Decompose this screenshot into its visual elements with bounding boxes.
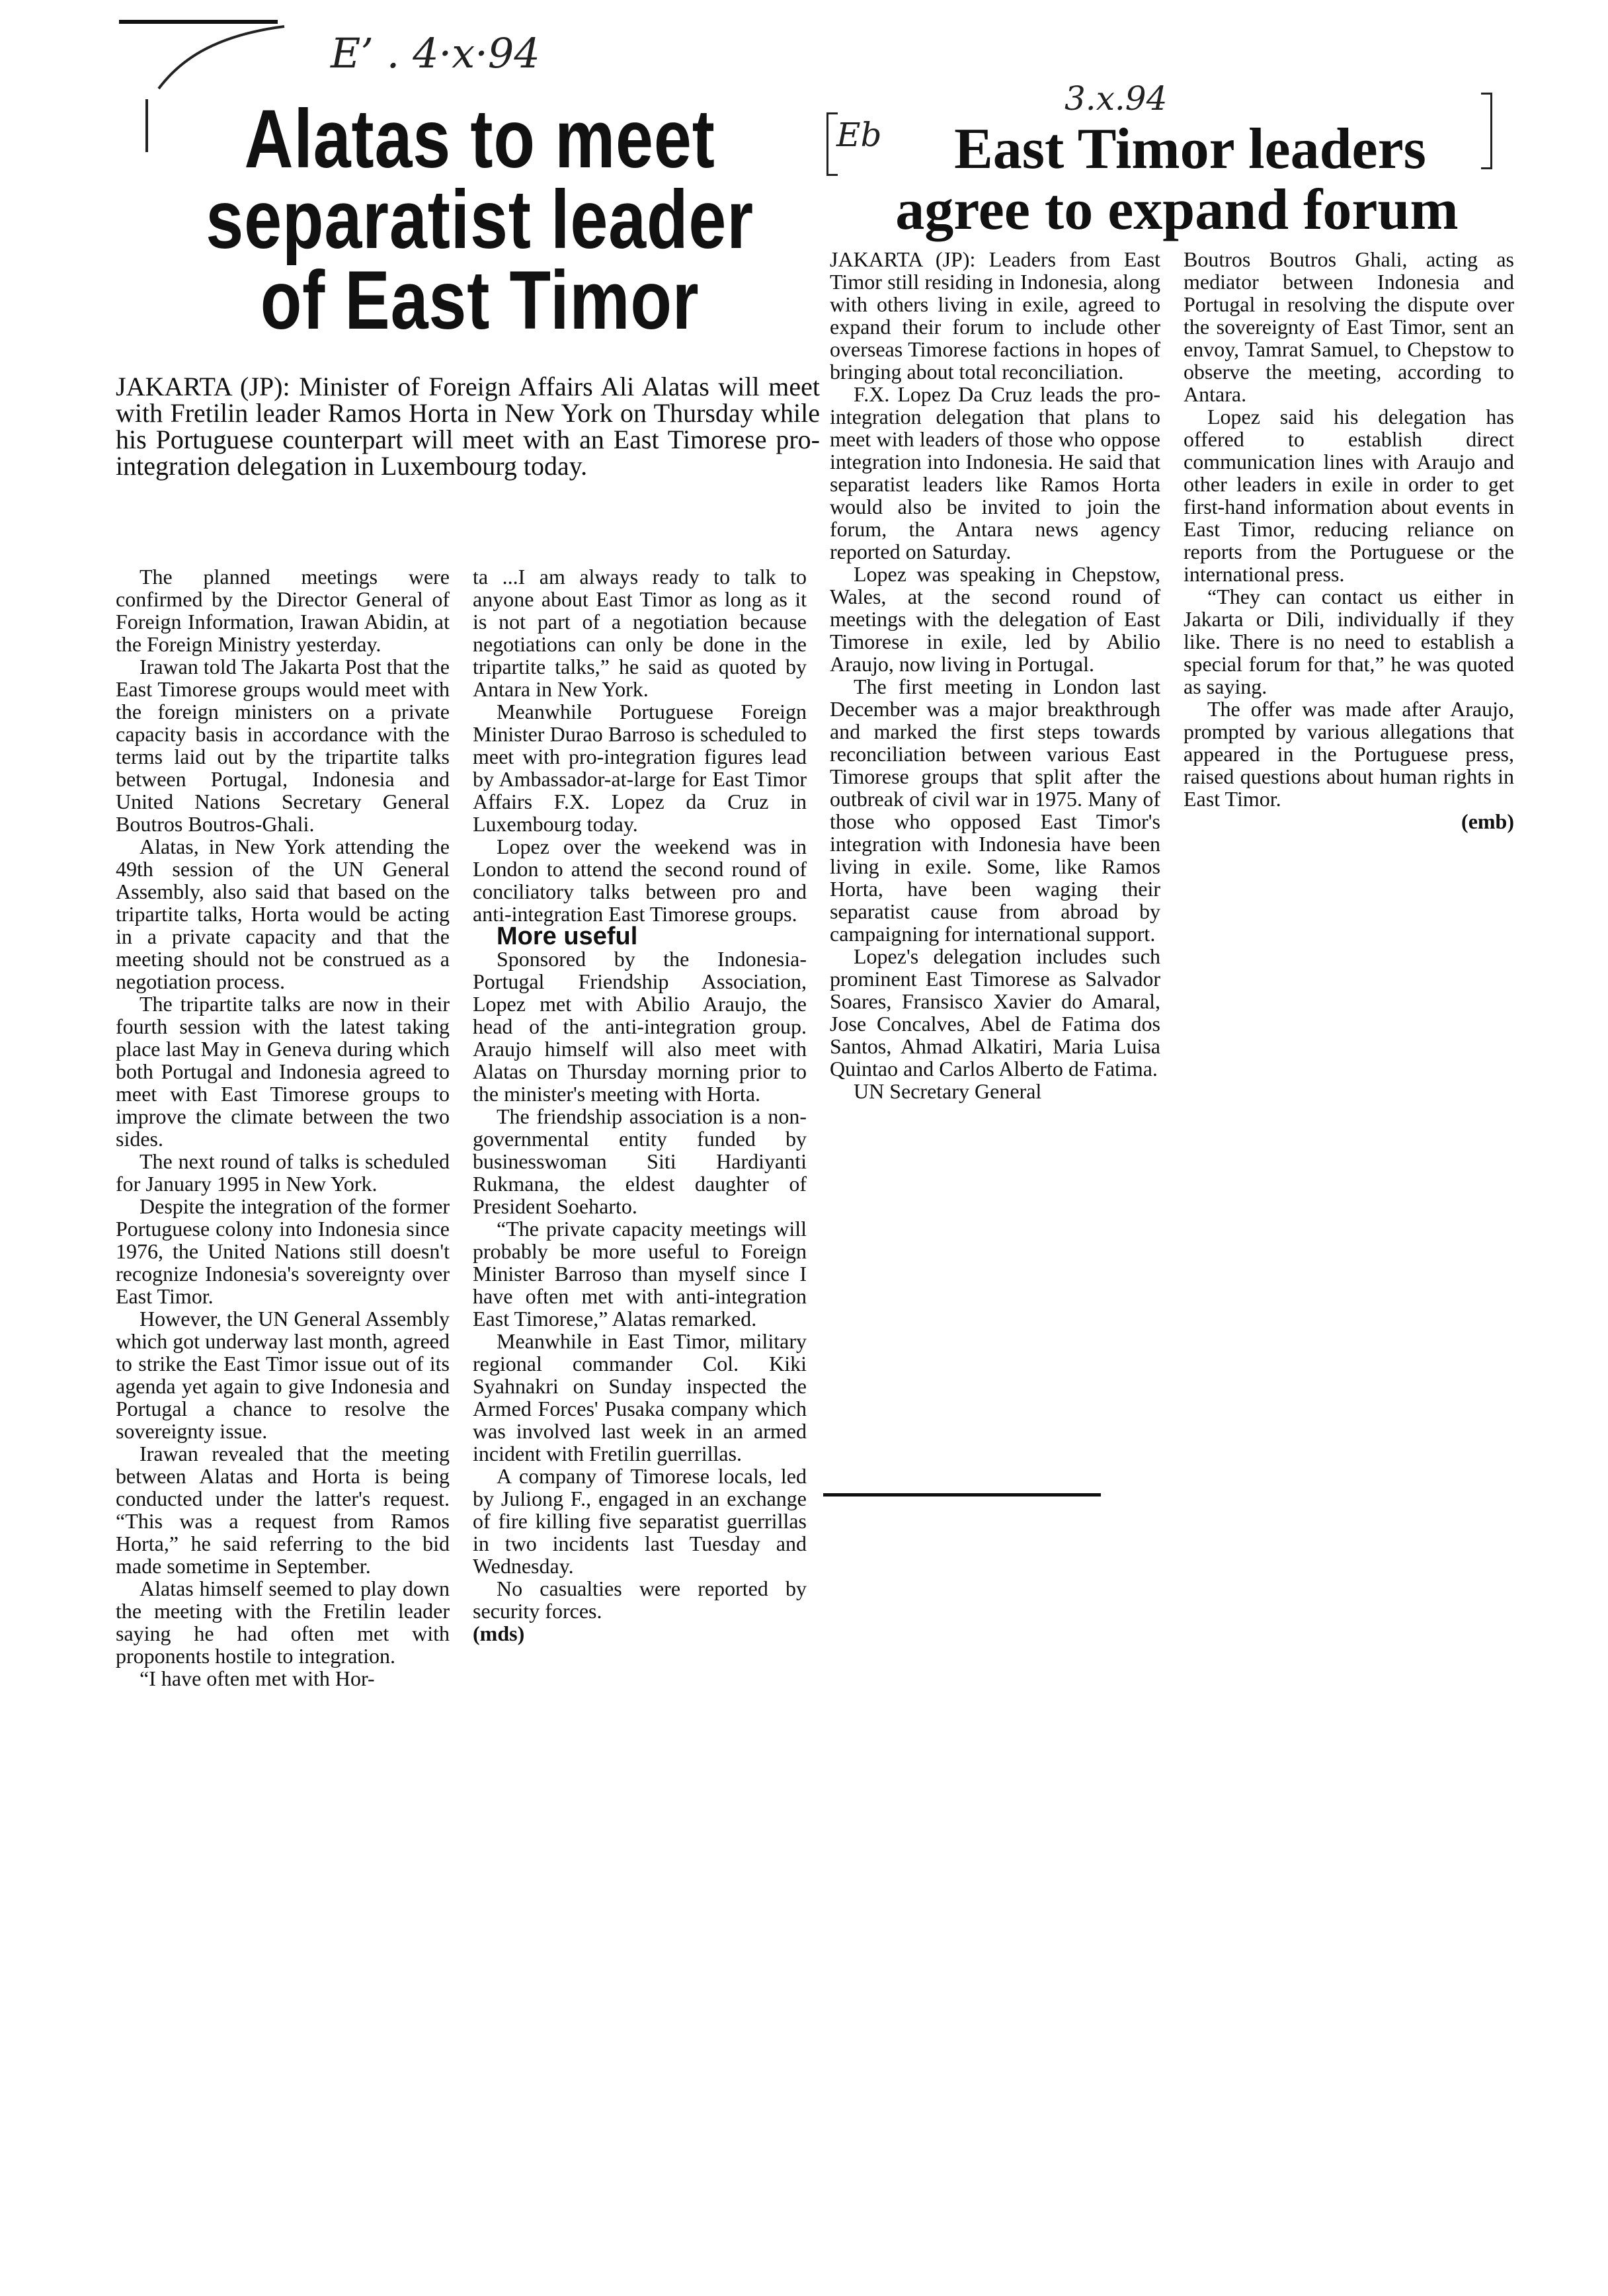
- right-headline-line-2: agree to expand forum: [895, 178, 1459, 242]
- paragraph: Meanwhile in East Timor, military regional commander Col. Kiki Syahnakri on Sunday inspected the Armed Forces' Pusaka company which was involved last week in an armed incident with Fretilin guerrillas.: [473, 1329, 807, 1465]
- right-article-end-rule: [823, 1493, 1101, 1496]
- paragraph: Lopez said his delegation has offered to establish direct communication lines with Araujo and other leaders in exile in order to get first-hand information about events in East Timor, reducing reliance on reports from the Portuguese or the international press.: [1184, 405, 1514, 586]
- paragraph: However, the UN General Assembly which got underway last month, agreed to strike the East Timor issue out of its agenda yet again to give Indonesia and Portugal a chance to resolve the sovereignty issue.: [116, 1307, 450, 1443]
- left-headline-bracket: [145, 99, 148, 152]
- paragraph: Meanwhile Portuguese Foreign Minister Durao Barroso is scheduled to meet with pro-integration figures lead by Ambassador-at-large for East Timor Affairs F.X. Lopez da Cruz in Luxembourg today.: [473, 700, 807, 836]
- paragraph: The first meeting in London last December was a major breakthrough and marked the first steps towards reconciliation between various East Timorese groups that split after the outbreak of civil war in 1975. Many of those who opposed East Timor's integration with Indonesia have been living in exile. Some, like Ramos Horta, have been waging their separatist cause from abroad by campaigning for international support.: [830, 675, 1160, 946]
- paragraph: The next round of talks is scheduled for January 1995 in New York.: [116, 1149, 450, 1196]
- left-col-1: [116, 565, 450, 1690]
- left-headline-line-1: Alatas to meet: [244, 93, 715, 185]
- paragraph: Lopez over the weekend was in London to attend the second round of conciliatory talks between pro and anti-integration East Timorese groups.: [473, 835, 807, 926]
- paragraph: F.X. Lopez Da Cruz leads the pro-integration delegation that plans to meet with leaders of those who oppose integration into Indonesia. He said that separatist leaders like Ramos Horta would also be invited to join the forum, the Antara news agency reported on Saturday.: [830, 382, 1160, 563]
- paragraph: Alatas, in New York attending the 49th session of the UN General Assembly, also said that based on the tripartite talks, Horta would be acting in a private capacity and that the meeting should not be construed as a negotiation process.: [116, 835, 450, 993]
- paragraph: “The private capacity meetings will probably be more useful to Foreign Minister Barroso than myself since I have often met with anti-integration East Timorese,” Alatas remarked.: [473, 1217, 807, 1331]
- paragraph: No casualties were reported by security forces.: [473, 1577, 807, 1623]
- paragraph: Irawan revealed that the meeting between Alatas and Horta is being conducted under the latter's request. “This was a request from Ramos Horta,” he said referring to the bid made sometime in September.: [116, 1442, 450, 1578]
- clipping-mark-icon: [152, 22, 298, 95]
- subhead: More useful: [497, 922, 638, 950]
- left-col-2: [473, 565, 807, 1645]
- handwritten-date-right: 3.x.94: [1065, 79, 1168, 118]
- paragraph: “I have often met with Hor-: [140, 1666, 375, 1690]
- left-headline: [165, 93, 794, 347]
- right-col-1: [830, 248, 1160, 1102]
- right-headline: [830, 119, 1524, 241]
- handwritten-initials: Eb: [836, 116, 882, 154]
- left-headline-line-2: separatist leader: [206, 174, 754, 266]
- paragraph: JAKARTA (JP): Leaders from East Timor still residing in Indonesia, along with others living in exile, agreed to expand their forum to include other overseas Timorese factions in hopes of bringing about total reconciliation.: [830, 247, 1160, 384]
- paragraph: Despite the integration of the former Portuguese colony into Indonesia since 1976, the United Nations still doesn't recognize Indonesia's sovereignty over East Timor.: [116, 1194, 450, 1308]
- paragraph: The tripartite talks are now in their fourth session with the latest taking place last May in Geneva during which both Portugal and Indonesia agreed to meet with East Timorese groups to improve the climate between the two sides.: [116, 992, 450, 1151]
- paragraph: The friendship association is a non-governmental entity funded by businesswoman Siti Hardiyanti Rukmana, the eldest daughter of President Soeharto.: [473, 1104, 807, 1218]
- paragraph: ta ...I am always ready to talk to anyone about East Timor as long as it is not part of a negotiation because negotiations can only be done in the tripartite talks,” he said as quoted by Antara in New York.: [473, 565, 807, 701]
- paragraph: The offer was made after Araujo, prompted by various allegations that appeared in the Portuguese press, raised questions about human rights in East Timor.: [1184, 697, 1514, 811]
- left-lede: JAKARTA (JP): Minister of Foreign Affairs Ali Alatas will meet with Fretilin leader Ramos Horta in New York on Thursday while his Portuguese counterpart will meet with an East Timorese pro-integration delegation in Luxembourg today.: [116, 372, 820, 481]
- paragraph: Irawan told The Jakarta Post that the East Timorese groups would meet with the foreign ministers on a private capacity basis in accordance with the terms laid out by the tripartite talks between Portugal, Indonesia and United Nations Secretary General Boutros Boutros-Ghali.: [116, 655, 450, 836]
- paragraph: Lopez's delegation includes such prominent East Timorese as Salvador Soares, Fransisco Xavier do Amaral, Jose Concalves, Abel de Fatima dos Santos, Ahmad Alkatiri, Maria Luisa Quintao and Carlos Alberto de Fatima.: [830, 944, 1160, 1081]
- paragraph: UN Secretary General: [854, 1079, 1042, 1103]
- paragraph: A company of Timorese locals, led by Juliong F., engaged in an exchange of fire killing five separatist guerrillas in two incidents last Tuesday and Wednesday.: [473, 1464, 807, 1578]
- handwritten-date-left: E’ . 4·x·94: [331, 29, 540, 77]
- left-headline-line-3: of East Timor: [260, 255, 700, 347]
- right-col-2: [1184, 248, 1514, 833]
- byline: (mds): [473, 1621, 525, 1645]
- paragraph: Sponsored by the Indonesia-Portugal Friendship Association, Lopez met with Abilio Araujo, the head of the anti-integration group. Araujo himself will also meet with Alatas on Thursday morning prior to the minister's meeting with Horta.: [473, 947, 807, 1106]
- paragraph: Boutros Boutros Ghali, acting as mediator between Indonesia and Portugal in resolving the dispute over the sovereignty of East Timor, sent an envoy, Tamrat Samuel, to Chepstow to observe the meeting, according to Antara.: [1184, 247, 1514, 406]
- paragraph: Lopez was speaking in Chepstow, Wales, at the second round of meetings with the delegation of East Timorese in exile, led by Abilio Araujo, now living in Portugal.: [830, 562, 1160, 676]
- byline: (emb): [1461, 809, 1514, 833]
- paragraph: “They can contact us either in Jakarta or Dili, individually if they like. There is no need to establish a special forum for that,” he was quoted as saying.: [1184, 585, 1514, 698]
- paragraph: Alatas himself seemed to play down the meeting with the Fretilin leader saying he had often met with proponents hostile to integration.: [116, 1577, 450, 1668]
- right-headline-line-1: East Timor leaders: [954, 117, 1426, 181]
- paragraph: The planned meetings were confirmed by the Director General of Foreign Information, Irawan Abidin, at the Foreign Ministry yesterday.: [116, 565, 450, 656]
